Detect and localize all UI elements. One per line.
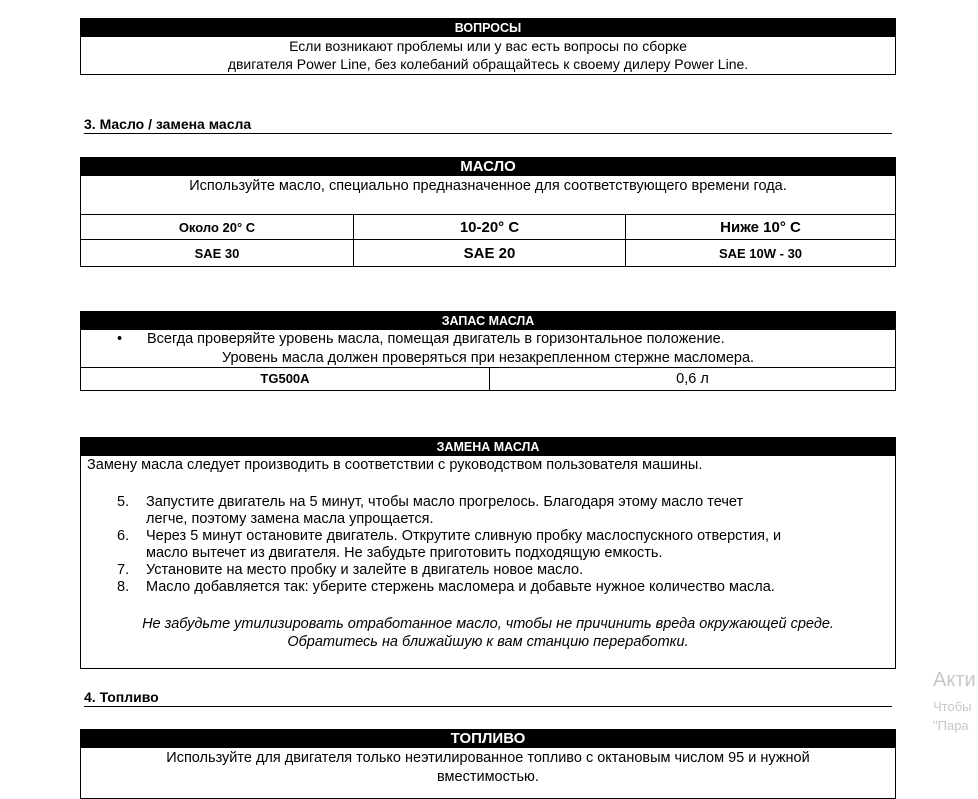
oil-grade-2: SAE 20: [354, 240, 626, 267]
list-item: [81, 562, 895, 579]
oil-box: [80, 157, 896, 267]
recycling-note-1: Не забудьте утилизировать отработанное масло, чтобы не причинить вреда окружающей среде.: [142, 616, 834, 632]
oil-change-intro: Замену масла следует производить в соответствии с руководством пользователя машины.: [87, 457, 703, 473]
step-text: Установите на место пробку и залейте в двигатель новое масло.: [146, 562, 584, 578]
step-text: Через 5 минут остановите двигатель. Открутите сливную пробку маслоспускного отверстия, и: [146, 528, 782, 544]
oil-reserve-line-2: Уровень масла должен проверяться при незакрепленном стержне масломера.: [221, 350, 755, 366]
recycling-note-2: Обратитесь на ближайшую к вам станцию переработки.: [287, 634, 689, 650]
step-number: 7.: [117, 562, 130, 578]
questions-line-1: Если возникают проблемы или у вас есть вопросы по сборке: [289, 38, 687, 54]
oil-grade-table: [81, 214, 895, 267]
table-row: [81, 215, 895, 240]
oil-capacity-table: [81, 367, 895, 390]
step-text-continued: масло вытечет из двигателя. Не забудьте приготовить подходящую емкость.: [146, 545, 663, 561]
engine-model: TG500A: [81, 368, 490, 390]
oil-reserve-box: [80, 311, 896, 391]
oil-reserve-title: ЗАПАС МАСЛА: [81, 312, 895, 330]
fuel-box: [80, 729, 896, 799]
section-4-title: 4. Топливо: [84, 689, 892, 707]
oil-grade-1: SAE 30: [81, 240, 354, 267]
questions-title: ВОПРОСЫ: [81, 19, 895, 37]
list-item: [81, 494, 895, 528]
oil-change-box: [80, 437, 896, 669]
step-text: Масло добавляется так: уберите стержень масломера и добавьте нужное количество масла.: [146, 579, 775, 595]
activation-watermark-line-2: "Пара: [933, 718, 969, 733]
list-item: [81, 528, 895, 562]
oil-intro: Используйте масло, специально предназначенное для соответствующего времени года.: [189, 178, 787, 194]
temp-header-3: Ниже 10° C: [626, 215, 896, 240]
oil-reserve-line-1: [81, 330, 895, 349]
questions-line-2: двигателя Power Line, без колебаний обращайтесь к своему дилеру Power Line.: [227, 56, 749, 72]
step-text: Запустите двигатель на 5 минут, чтобы масло прогрелось. Благодаря этому масло течет: [146, 494, 744, 510]
step-text-continued: легче, поэтому замена масла упрощается.: [146, 511, 434, 527]
fuel-line-2: вместимостью.: [437, 769, 539, 785]
step-number: 5.: [117, 494, 130, 510]
step-number: 8.: [117, 579, 130, 595]
activation-watermark-line-1: Чтобы: [933, 699, 972, 714]
bullet-icon: •: [117, 331, 123, 347]
temp-header-1: Около 20° C: [81, 215, 354, 240]
temp-header-2: 10-20° C: [354, 215, 626, 240]
list-item: [81, 579, 895, 596]
fuel-title: ТОПЛИВО: [81, 730, 895, 748]
oil-reserve-text-1: Всегда проверяйте уровень масла, помещая двигатель в горизонтальное положение.: [147, 331, 725, 347]
oil-change-steps: [81, 494, 895, 596]
oil-change-title: ЗАМЕНА МАСЛА: [81, 438, 895, 456]
oil-volume: 0,6 л: [490, 368, 896, 390]
oil-grade-3: SAE 10W - 30: [626, 240, 896, 267]
table-row: [81, 368, 895, 390]
step-number: 6.: [117, 528, 130, 544]
questions-box: [80, 18, 896, 75]
fuel-line-1: Используйте для двигателя только неэтилированное топливо с октановым числом 95 и нужной: [166, 750, 810, 766]
table-row: [81, 240, 895, 267]
activation-watermark-title: Акти: [933, 669, 976, 691]
section-3-title: 3. Масло / замена масла: [84, 116, 892, 134]
oil-title: МАСЛО: [81, 158, 895, 176]
